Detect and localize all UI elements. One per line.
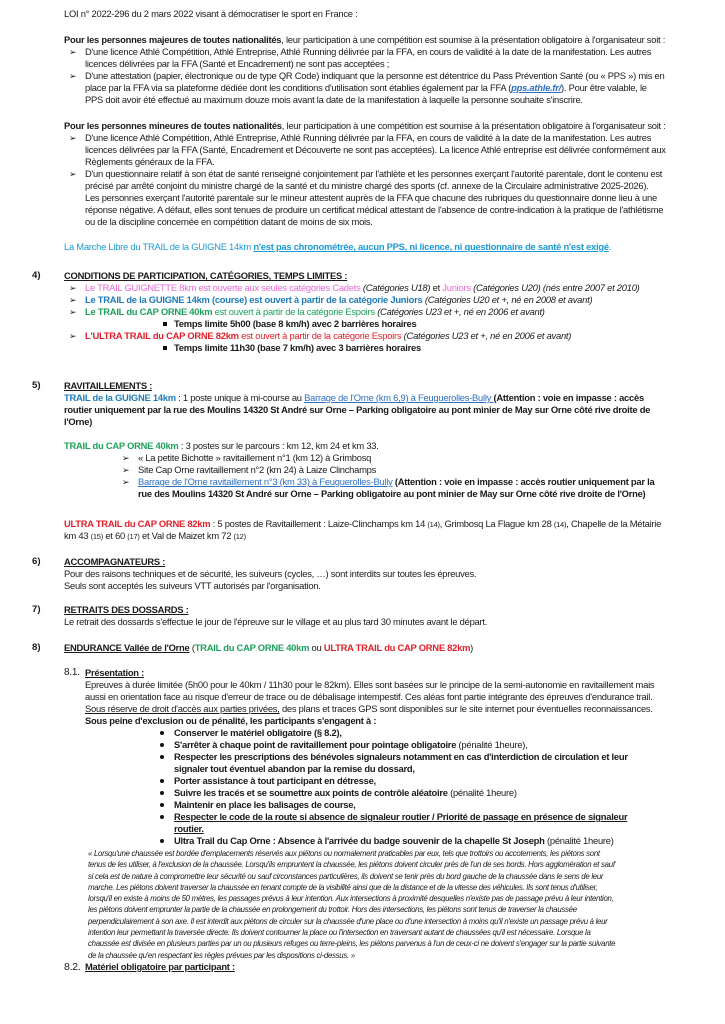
arrow-bullet-icon: ➢ [69, 133, 77, 143]
presentation-line-4: Sous peine d'exclusion ou de pénalité, les participants s'engagent à : [85, 715, 377, 726]
text: : 5 postes de Ravitaillement : Laize-Clinchamps km 14 [210, 518, 428, 529]
mineurs-item-1-line-1: D'une licence Athlé Compétition, Athlé Entreprise, Athlé Running délivrée par la FFA, en cours de validité à la date de la manifestation. Les autres [85, 132, 652, 143]
round-bullet-icon [160, 755, 164, 759]
round-bullet-icon [160, 731, 164, 735]
commitment-item-cont: routier. [174, 823, 204, 834]
quote-line: chaussée est divisée en plusieurs parties par un ou plusieurs refuges ou terre-pleins, les piétons parvenus à l'un de ceux-ci ne doivent s'engager sur la partie suivante [88, 939, 616, 949]
text: S'arrêter à chaque point de ravitaillement pour pointage obligatoire [174, 739, 457, 750]
text: TRAIL de la GUIGNE 14km [64, 392, 176, 403]
mineurs-rest: , leur participation à une compétition est soumise à la présentation obligatoire à l'organisateur soit : [281, 120, 666, 131]
text: Sous réserve de droit d'accès aux parties privées, [85, 703, 280, 714]
subsection-number: 8.1. [64, 667, 80, 678]
round-bullet-icon [160, 791, 164, 795]
text: (Catégories U20 et +, né en 2008 et avant) [424, 294, 593, 305]
text: (pénalité 1heure) [544, 835, 614, 846]
commitment-item: Respecter les prescriptions des bénévoles signaleurs notamment en cas d'interdiction de circulation et leur [174, 751, 628, 762]
text: (Catégories U23 et +, né en 2006 et avant) [403, 330, 572, 341]
ultra-ravito-line-2 [64, 530, 246, 543]
subsection-8-1-title: Présentation : [85, 667, 145, 678]
round-bullet-icon [160, 743, 164, 747]
commitment-item [174, 799, 356, 811]
text: est ouvert à partir de la catégorie Espoirs [212, 306, 378, 317]
arrow-bullet-icon: ➢ [69, 307, 77, 317]
text: (Catégories U18) [362, 282, 431, 293]
square-bullet-icon [163, 322, 167, 326]
text: (Attention : voie en impasse : accès [493, 392, 644, 403]
subsection-8-2-title: Matériel obligatoire par participant : [85, 961, 235, 972]
caporne-time-limit: Temps limite 5h00 (base 8 km/h) avec 2 barrières horaires [174, 318, 417, 329]
text: TRAIL du CAP ORNE 40km [64, 440, 179, 451]
text: et Val de Maizet km 72 [139, 530, 234, 541]
section-number: 5) [32, 380, 41, 391]
text: (12) [233, 532, 246, 541]
text: , Grimbosq La Flague km 28 [439, 518, 554, 529]
text: . [608, 241, 612, 252]
accompagnateurs-line-2: Seuls sont acceptés les suiveurs VTT autorisés par l'organisation. [64, 580, 321, 591]
section-4-title: CONDITIONS DE PARTICIPATION, CATÉGORIES, TEMPS LIMITES : [64, 270, 348, 281]
arrow-bullet-icon: ➢ [69, 331, 77, 341]
section-6-title: ACCOMPAGNATEURS : [64, 556, 166, 567]
caporne-conditions [85, 306, 545, 318]
ultra-time-limit: Temps limite 11h30 (base 7 km/h) avec 3 barrières horaires [174, 342, 421, 353]
majeurs-item-2-line-1: D'une attestation (papier, électronique ou de type QR Code) indiquant que la personne est détentrice du Pass Prévention Santé (ou « PPS ») mis en [85, 70, 665, 81]
arrow-bullet-icon: ➢ [69, 47, 77, 57]
commitment-item-cont: signaler tout éventuel abandon par la remise du dossard, [174, 763, 415, 774]
mineurs-item-2-line-5: ou de la discipline concernée en compétition datant de moins de six mois. [85, 216, 373, 227]
caporne-ravito-intro [64, 440, 379, 452]
subsection-number: 8.2. [64, 961, 81, 973]
text: Suivre les tracés et se soumettre aux points de contrôle aléatoire [174, 787, 448, 798]
text: des plans et traces GPS sont disponibles sur le site internet pour éventuelles reconnaissances. [279, 703, 653, 714]
text: Le TRAIL GUIGNETTE 8km est ouverte aux seules catégories Cadets [85, 282, 363, 293]
text: ( [189, 642, 195, 653]
mineurs-lead: Pour les personnes mineures de toutes nationalités [64, 120, 282, 131]
quote-line: perpendiculairement à son axe. Il est interdit aux piétons de circuler sur la chaussée d'une place ou d'une intersection à moins qu'il n'existe un passage prévu à leur [88, 916, 608, 926]
majeurs-lead: Pour les personnes majeures de toutes nationalités [64, 34, 282, 45]
section-number: 8) [32, 642, 41, 653]
section-7-title: RETRAITS DES DOSSARDS : [64, 604, 189, 615]
text: ULTRA TRAIL du CAP ORNE 82km [323, 642, 471, 653]
marche-libre-note [64, 241, 611, 253]
arrow-bullet-icon: ➢ [122, 453, 130, 463]
round-bullet-icon [160, 839, 164, 843]
section-number: 7) [32, 604, 41, 615]
pps-link[interactable]: pps.athle.fr/ [511, 82, 562, 93]
arrow-bullet-icon: ➢ [122, 477, 130, 487]
arrow-bullet-icon: ➢ [69, 283, 77, 293]
commitment-item [174, 727, 342, 739]
text: : 3 postes sur le parcours : km 12, km 24 et km 33. [178, 440, 379, 451]
text: ULTRA TRAIL du CAP ORNE 82km [64, 518, 211, 529]
text: La Marche Libre du TRAIL de la GUIGNE 14km [64, 241, 254, 252]
majeurs-item-1-line-2: licences délivrées par la FFA (Santé et Encadrement) ne sont pas acceptées ; [85, 58, 390, 69]
majeurs-item-2-line-2 [85, 82, 647, 94]
text: (14) [553, 520, 567, 529]
text: Le TRAIL de la GUIGNE 14km (course) est ouvert à partir de la catégorie Juniors [85, 294, 425, 305]
text: km 43 [64, 530, 91, 541]
text: place par la FFA via sa plateforme dédiée dont les conditions d'utilisation sont établies également par la FFA ( [85, 82, 512, 93]
quote-line: de la chaussée qu'en respectant les règles prévues par les dispositions ci-dessus. » [88, 950, 355, 960]
caporne-ravito-3-line-2: rue des Moulins 14320 St André sur Orne – Parking obligatoire au pont minier de May sur Orne côté rive droite de l'Orne) [138, 488, 646, 499]
section-number: 6) [32, 556, 41, 567]
accompagnateurs-line-1: Pour des raisons techniques et de sécurité, les suiveurs (cycles, …) sont interdits sur toutes les épreuves. [64, 568, 477, 579]
round-bullet-icon [160, 803, 164, 807]
square-bullet-icon [163, 346, 167, 350]
quote-line: « Lorsqu'une chaussée est bordée d'emplacements réservés aux piétons ou normalement praticables par eux, tels que trottoirs ou accotements, les piétons sont [88, 849, 600, 858]
caporne-ravito-1: « La petite Bichotte » ravitaillement n°1 (km 12) à Grimbosq [138, 452, 372, 463]
presentation-line-1: Epreuves à durée limitée (5h00 pour le 40km / 11h30 pour le 82km). Elles sont basées sur le principe de la semi-autonomie en ravitaillement mais [85, 679, 655, 690]
mineurs-item-2-line-3: Les personnes exerçant l'autorité parentale sur le mineur attestent auprès de la FFA que chacune des rubriques du questionnaire donne lieu à une [85, 192, 657, 203]
text: Ultra Trail du Cap Orne : Absence à l'arrivée du badge souvenir de la chapelle St Joseph [174, 835, 545, 846]
mineurs-item-2-line-1: D'un questionnaire relatif à son état de santé renseigné conjointement par l'athlète et les personnes exerçant l'autorité parentale, dont le contenu est [85, 168, 663, 179]
code-route-quote [88, 848, 725, 961]
text: Le TRAIL du CAP ORNE 40km [85, 306, 213, 317]
commitment-item [174, 775, 376, 787]
text: ). Pour être valable, le [561, 82, 647, 93]
text: (Attention : voie en impasse : accès routier uniquement par la [392, 476, 655, 487]
arrow-bullet-icon: ➢ [122, 465, 130, 475]
ultra-conditions [85, 330, 571, 342]
mineurs-item-1-line-2: licences délivrées par la FFA (Santé, Encadrement et Découverte ne sont pas acceptées). La licence Athlé entreprise est délivrée conformément aux [85, 144, 666, 155]
caporne-ravito-2: Site Cap Orne ravitaillement n°2 (km 24) à Laize Clinchamps [138, 464, 377, 475]
text: (pénalité 1heure) [447, 787, 517, 798]
text: , Chapelle de la Métairie [566, 518, 662, 529]
text: Maintenir en place les balisages de course, [174, 799, 356, 810]
caporne-ravito-3 [138, 476, 654, 488]
text: ENDURANCE Vallée de l'Orne [64, 642, 190, 653]
quote-line: si cela est de nature à compromettre leur sécurité ou sauf circonstances particulières, ils doivent se tenir près du bord gauche de la chaussée dans le sens de leur [88, 871, 604, 881]
text: (15) [90, 532, 103, 541]
guigne-ravito-line-1 [64, 392, 644, 404]
text: Porter assistance à tout participant en détresse, [174, 775, 376, 786]
text: est ouvert à partir de la catégorie Espoirs [238, 330, 404, 341]
quote-line: les piétons doivent emprunter la partie de la chaussée en prolongement du trottoir. Hors des intersections, les piétons sont tenus de traverser la chaussée [88, 905, 577, 915]
section-5-title: RAVITAILLEMENTS : [64, 380, 153, 391]
round-bullet-icon [160, 779, 164, 783]
barrage-orne-ravito-link[interactable]: Barrage de l'Orne ravitaillement n°3 (km 33) à Feuguerolles-Bully [138, 476, 393, 487]
commitment-item: Respecter le code de la route si absence de signaleur routier / Priorité de passage en présence de signaleur [174, 811, 628, 822]
section-8-title [64, 642, 473, 654]
text: TRAIL du CAP ORNE 40km [194, 642, 310, 653]
text: (Catégories U23 et +, né en 2006 et avant) [377, 306, 545, 317]
mineurs-item-1-line-3: Règlements généraux de la FFA. [85, 156, 215, 167]
quote-line: lorsqu'il en existe à moins de 50 mètres, les passages prévus à leur intention. Aux intersections à proximité desquelles n'existe pas de passage prévu à leur intention, [88, 894, 614, 904]
text: Conserver le matériel obligatoire (§ 8.2), [174, 727, 342, 738]
text: (17) [127, 532, 140, 541]
text: (14) [427, 520, 440, 529]
text: et [430, 282, 443, 293]
majeurs-rest: , leur participation à une compétition est soumise à la présentation obligatoire à l'organisateur soit : [281, 34, 666, 45]
text: : 1 poste unique à mi-course au [175, 392, 305, 403]
text: ou [309, 642, 324, 653]
text: ) [470, 642, 474, 653]
section-number: 4) [32, 270, 41, 281]
mineurs-item-2-line-2: précisé par arrêté conjoint du ministre chargé de la santé et du ministre chargé des sports (cf. annexe de la Circulaire administrative 2025-2026). [85, 180, 649, 191]
guigne-conditions [85, 294, 592, 306]
arrow-bullet-icon: ➢ [69, 71, 77, 81]
law-reference: LOI n° 2022-296 du 2 mars 2022 visant à démocratiser le sport en France : [64, 8, 358, 19]
quote-line: tenus de les utiliser, à l'exclusion de la chaussée. Lorsqu'ils empruntent la chaussée, les piétons doivent circuler près de l'un de ses bords. Hors agglomération et sauf [88, 860, 615, 870]
mineurs-heading [64, 120, 666, 132]
text: L'ULTRA TRAIL du CAP ORNE 82km [85, 330, 239, 341]
text: (pénalité 1heure), [456, 739, 528, 750]
arrow-bullet-icon: ➢ [69, 169, 77, 179]
majeurs-heading [64, 34, 665, 46]
guigne-ravito-line-3: l'Orne) [64, 416, 93, 427]
quote-line: marche. Les piétons doivent traverser la chaussée en tenant compte de la visibilité ainsi que de la distance et de la vitesse des véhicules. Ils sont tenus d'utiliser, [88, 882, 598, 892]
mineurs-item-2-line-4: réponse négative. A défaut, elles sont tenues de produire un certificat médical attestant de l'absence de contre-indication à la pratique de l'athlétisme [85, 204, 664, 215]
majeurs-item-1-line-1: D'une licence Athlé Compétition, Athlé Entreprise, Athlé Running délivrée par la FFA, en cours de validité à la date de la manifestation. Les autres [85, 46, 652, 57]
barrage-orne-link[interactable]: Barrage de l'Orne (km 6,9) à Feuguerolles-Bully [304, 392, 494, 403]
round-bullet-icon [160, 815, 164, 819]
guigne-ravito-line-2: routier uniquement par la rue des Moulins 14320 St André sur Orne – Parking obligatoire au pont minier de May sur Orne côté rive droite de [64, 404, 651, 415]
text: n'est pas chronométrée, aucun PPS, ni licence, ni questionnaire de santé n'est exigé [253, 241, 609, 252]
commitment-item [174, 835, 614, 847]
presentation-line-3 [85, 703, 653, 715]
dossards-line-1: Le retrait des dossards s'effectue le jour de l'épreuve sur le village et au plus tard 30 minutes avant le départ. [64, 616, 488, 627]
commitment-item [174, 739, 528, 751]
text: (Catégories U20) (nés entre 2007 et 2010) [473, 282, 640, 293]
presentation-line-2: aussi en orientation face au risque d'erreur de trace ou de débalisage intempestif. Ces aléas font partie intégrante des épreuves d'endurance trail. [85, 691, 653, 702]
commitment-item [174, 787, 517, 799]
quote-line: intention leur permettant la traversée directe. Ils doivent contourner la place ou l'intersection en traversant autant de chaussées qu'il est nécessaire. Lorsque la [88, 928, 591, 938]
text: Juniors [442, 282, 474, 293]
guignette-conditions [85, 282, 640, 294]
arrow-bullet-icon: ➢ [69, 295, 77, 305]
majeurs-item-2-line-3: PPS doit avoir été effectué au maximum douze mois avant la date de la manifestation à laquelle la personne souhaite s'inscrire. [85, 94, 583, 105]
text: et 60 [102, 530, 128, 541]
